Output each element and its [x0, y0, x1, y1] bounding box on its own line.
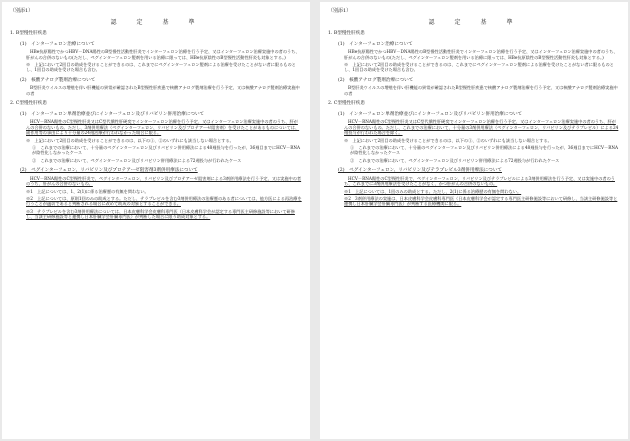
note-second-subsidy-conditions: ※ 上記において2回目の助成を受けることができるのは、以下の①、②のいずれにも該当しない場合とする。 [26, 137, 234, 143]
note-1: ※1 上記については、1、2(1)に係る治療歴の有無を問わない。 [26, 188, 149, 194]
subsection-heading-triple-therapy: (2) ペグインターフェロン、リバビリン及びテラプレビル3剤併用療法について [338, 168, 502, 174]
document-title: 認 定 基 準 [110, 19, 202, 26]
attachment-tag: （別添1） [328, 8, 352, 14]
section-heading-hepatitis-c: 2. C型慢性肝疾患 [10, 101, 47, 107]
paragraph-interferon-ribavirin-criteria: HCV－RNA陽性のC型慢性肝炎又はC型代償性肝硬変でインターフェロン治療を行う予定、又はインターフェロン治療実施中の者のうち、肝がんの合併のないもの。ただし、3剤併用療法（ペグインターフェロン、リバビリン及びプロテアーゼ阻害剤）を受けたことがあるものについては、副作用等の事由により十分量の24週治療が行われなかった場合に限る。 [26, 119, 300, 136]
note-1: ※1 上記については、1回のみの助成とする。ただし、2(1)に係る治療歴の有無を問わない。 [344, 188, 522, 194]
paragraph-interferon-criteria: HBe抗原陽性でかつHBV－DNA陽性のB型慢性活動性肝炎でインターフェロン治療を行う予定、又はインターフェロン治療実施中の者のうち、肝がんの合併のないもの(ただし、ペグインターフェロン製剤を用いる治療に限っては、HBe抗原陰性のB型慢性活動性肝炎も対象とする。) [344, 49, 618, 60]
subsection-heading-interferon-ribavirin: (1) インターフェロン単剤治療並びにインターフェロン及びリバビリン併用治療について [338, 111, 523, 117]
subsection-heading-triple-therapy: (2) ペグインターフェロン、リバビリン及びプロテアーゼ阻害剤3剤併用療法について [20, 168, 198, 174]
note-condition-2: ② これまでの治療において、ペグインターフェロン及びリバビリン併用療法による72週投与が行われたケース [350, 157, 560, 163]
paragraph-triple-therapy-criteria: HCV－RNA陽性のC型慢性肝炎で、ペグインターフェロン、リバビリン及びプロテアーゼ阻害剤による3剤併用療法を行う予定、又は実施中の者のうち、肝がんの合併のないもの。 [26, 175, 302, 187]
note-condition-1: ① これまでの治療において、十分量のペグインターフェロン及びリバビリン併用療法による48週投与を行ったが、36週目までにHCV－RNAが陰性化しなかったケース [350, 145, 619, 156]
document-title: 認 定 基 準 [428, 19, 520, 26]
subsection-heading-nucleic-acid: (2) 核酸アナログ製剤治療について [20, 77, 96, 83]
attachment-tag: （別添1） [10, 8, 34, 14]
note-interferon-second-subsidy: ※ 上記において2回目の助成を受けることができるのは、これまでにペグインターフェロン製剤による治療を受けたことがない者に限るものとし、1回目の助成を受けた場合も含む。 [344, 62, 614, 73]
note-second-subsidy-conditions: ※ 上記において2回目の助成を受けることができるのは、以下の①、②のいずれにも該当しない場合とする。 [344, 137, 552, 143]
paragraph-interferon-criteria: HBe抗原陽性でかつHBV－DNA陽性のB型慢性活動性肝炎でインターフェロン治療を行う予定、又はインターフェロン治療実施中の者のうち、肝がんの合併のないもの(ただし、ペグインターフェロン製剤を用いる治療に限っては、HBe抗原陰性のB型慢性活動性肝炎も対象とする。) [26, 49, 300, 60]
section-heading-hepatitis-b: 1. B型慢性肝疾患 [328, 31, 365, 36]
subsection-heading-interferon: (1) インターフェロン治療について [20, 41, 95, 47]
document-page-left [2, 2, 310, 439]
note-condition-2: ② これまでの治療において、ペグインターフェロン及びリバビリン併用療法による72週投与が行われたケース [32, 157, 242, 163]
section-heading-hepatitis-b: 1. B型慢性肝疾患 [10, 31, 47, 36]
paragraph-nucleic-acid-criteria: B型肝炎ウイルスの増殖を伴い肝機能の異常が確認されたB型慢性肝疾患で核酸アナログ製剤治療を行う予定、又は核酸アナログ製剤治療実施中の者 [344, 85, 618, 96]
paragraph-interferon-ribavirin-criteria: HCV－RNA陽性のC型慢性肝炎又はC型代償性肝硬変でインターフェロン治療を行う予定、又はインターフェロン治療実施中の者のうち、肝がんの合併のないもの。ただし、これまでの治療において、十分量の3剤併用療法（ペグインターフェロン、リバビリン及びテラプレビル）による24週投与が行われた場合を除く。 [344, 119, 619, 136]
paragraph-triple-therapy-criteria: HCV－RNA陽性のC型慢性肝炎で、ペグインターフェロン、リバビリン及びテラプレビルによる3剤併用療法を行う予定、又は実施中の者のうち、これまでに3剤併用療法を受けたことがなく、かつ肝がんの合併のないもの。 [344, 175, 615, 187]
paragraph-nucleic-acid-criteria: B型肝炎ウイルスの増殖を伴い肝機能の異常が確認されたB型慢性肝疾患で核酸アナログ製剤治療を行う予定、又は核酸アナログ製剤治療実施中の者 [26, 85, 300, 96]
note-2: ※2 上記については、原則1回のみの助成とする。ただし、テラプレビルを含む3剤併用療法の治療歴のある者については、他方医による再治療を行うことが適切であると判断される場合に改めて助成の対象とすることができる。 [26, 196, 302, 207]
document-page-right [320, 2, 628, 439]
note-interferon-second-subsidy: ※ 上記において2回目の助成を受けることができるのは、これまでにペグインターフェロン製剤による治療を受けたことがない者に限るものとし、1回目の助成を受けた場合も含む。 [26, 62, 296, 73]
subsection-heading-nucleic-acid: (2) 核酸アナログ製剤治療について [338, 77, 414, 83]
subsection-heading-interferon-ribavirin: (1) インターフェロン単剤治療並びにインターフェロン及びリバビリン併用治療について [20, 111, 205, 117]
note-condition-1: ① これまでの治療において、十分量のペグインターフェロン及びリバビリン併用療法による48週投与を行ったが、36週目までにHCV－RNAが陰性化しなかったケース [32, 145, 301, 156]
section-heading-hepatitis-c: 2. C型慢性肝疾患 [328, 101, 365, 107]
note-3: ※3 テラプレビルを含む3剤併用療法については、日本皮膚科学会皮膚科専門医（日本皮膚科学会が認定する専門医主研修施設等において研修し、当該主研修施設等と連携し日本肝臓学会肝臓専門医）が判断した場合に限り助成対象とする。 [26, 208, 295, 220]
note-2: ※2 3剤併用療法の実施は、日本皮膚科学会皮膚科専門医（日本皮膚科学会が認定する専門医主研修施設等において研修し、当該主研修施設等と連携し日本肝臓学会肝臓専門医）が判断する医療機関に限る。 [344, 196, 618, 207]
subsection-heading-interferon: (1) インターフェロン治療について [338, 41, 413, 47]
